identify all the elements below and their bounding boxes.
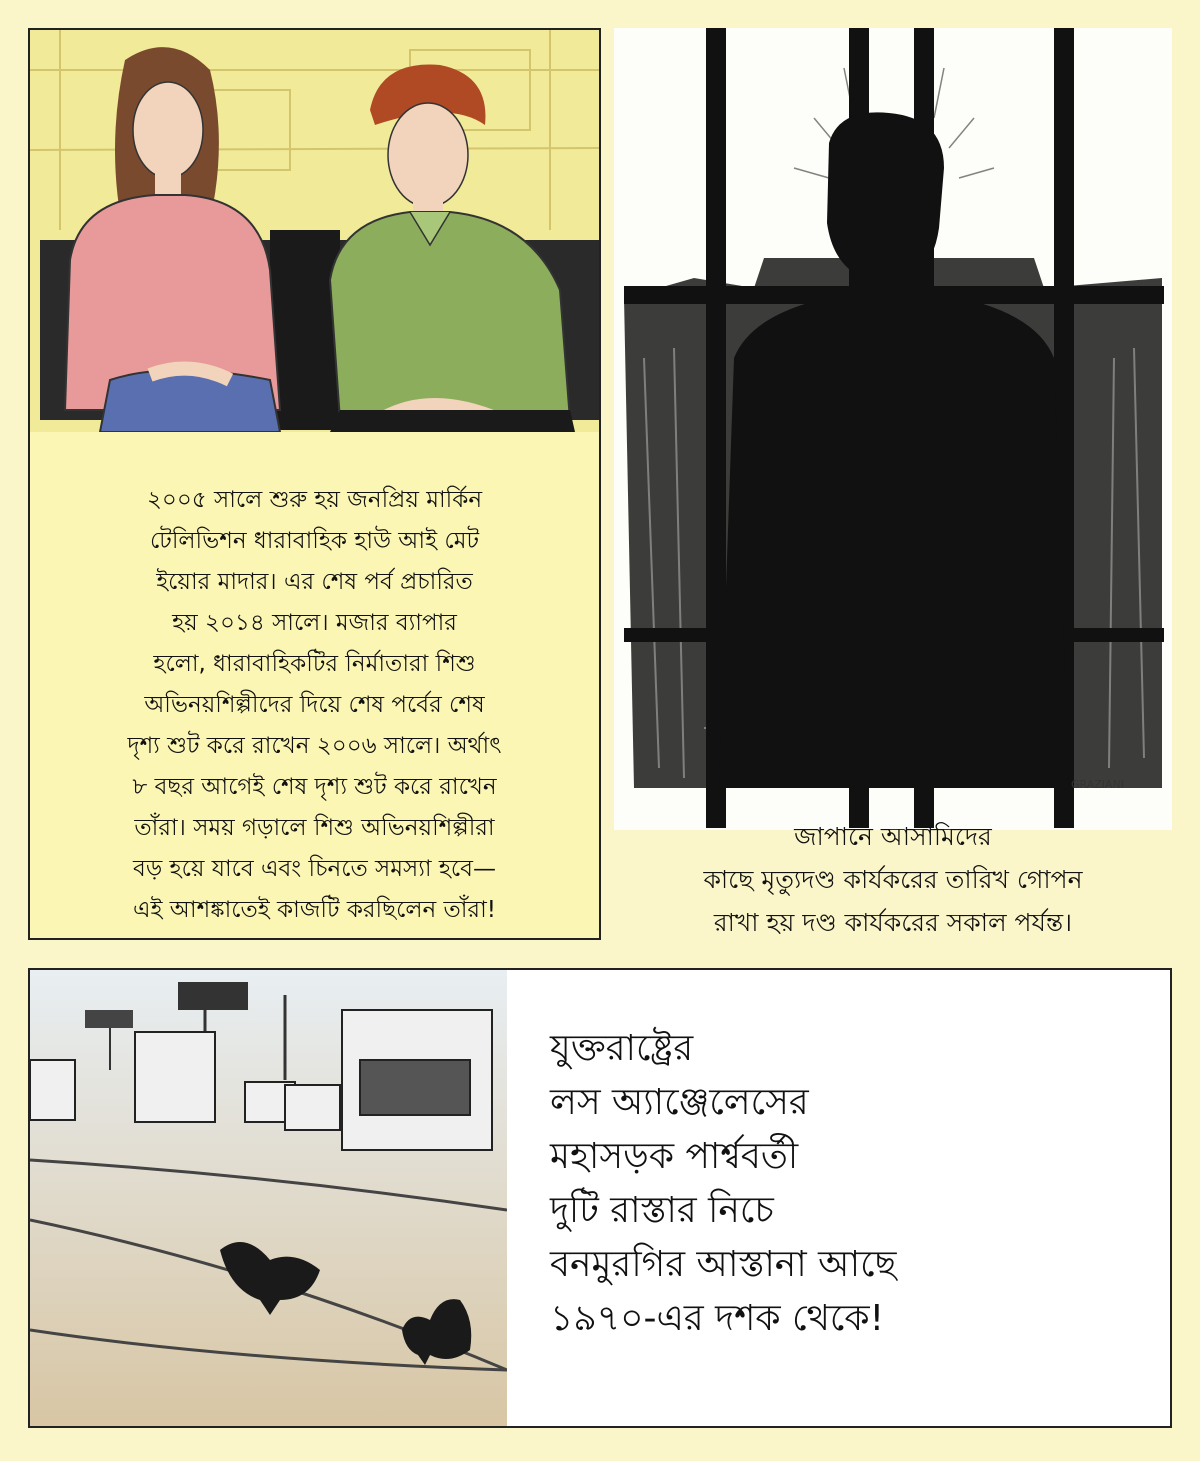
couple-illustration xyxy=(30,30,599,432)
caption-line: তাঁরা। সময় গড়ালে শিশু অভিনয়শিল্পীরা xyxy=(134,815,495,841)
text-line: লস অ্যাঞ্জেলেসের xyxy=(550,1082,809,1123)
caption-line: জাপানে আসামিদের xyxy=(794,822,992,851)
caption-line: ইয়োর মাদার। এর শেষ পর্ব প্রচারিত xyxy=(156,569,473,595)
caption-line: হয় ২০১৪ সালে। মজার ব্যাপার xyxy=(172,610,457,636)
wild-chicken-panel xyxy=(28,968,1172,1428)
text-line: মহাসড়ক পার্শ্ববর্তী xyxy=(550,1136,799,1177)
prison-illustration xyxy=(614,28,1172,830)
text-line: ১৯৭০-এর দশক থেকে! xyxy=(550,1298,885,1339)
caption-line: অভিনয়শিল্পীদের দিয়ে শেষ পর্বের শেষ xyxy=(144,692,485,718)
text-line: দুটি রাস্তার নিচে xyxy=(550,1190,774,1231)
caption-line: ৮ বছর আগেই শেষ দৃশ্য শুট করে রাখেন xyxy=(132,774,497,800)
tv-series-panel xyxy=(28,28,601,940)
caption-line: টেলিভিশন ধারাবাহিক হাউ আই মেট xyxy=(149,528,480,554)
text-line: বনমুরগির আস্তানা আছে xyxy=(550,1244,897,1285)
highway-chickens-illustration xyxy=(30,970,507,1426)
execution-caption xyxy=(614,815,1172,944)
caption-line: হলো, ধারাবাহিকটির নির্মাতারা শিশু xyxy=(153,651,476,677)
text-line: যুক্তরাষ্ট্রের xyxy=(550,1028,694,1069)
caption-line: দৃশ্য শুট করে রাখেন ২০০৬ সালে। অর্থাৎ xyxy=(127,733,502,759)
caption-line: বড় হয়ে যাবে এবং চিনতে সমস্যা হবে— xyxy=(133,856,496,882)
artist-signature: GRAZIANI xyxy=(1070,778,1124,791)
wild-chicken-text xyxy=(550,1022,896,1346)
tv-series-caption xyxy=(70,480,559,931)
caption-line: ২০০৫ সালে শুরু হয় জনপ্রিয় মার্কিন xyxy=(146,487,483,513)
caption-line: কাছে মৃত্যুদণ্ড কার্যকরের তারিখ গোপন xyxy=(703,865,1083,894)
caption-line: এই আশঙ্কাতেই কাজটি করছিলেন তাঁরা! xyxy=(133,897,496,923)
caption-line: রাখা হয় দণ্ড কার্যকরের সকাল পর্যন্ত। xyxy=(713,908,1073,937)
